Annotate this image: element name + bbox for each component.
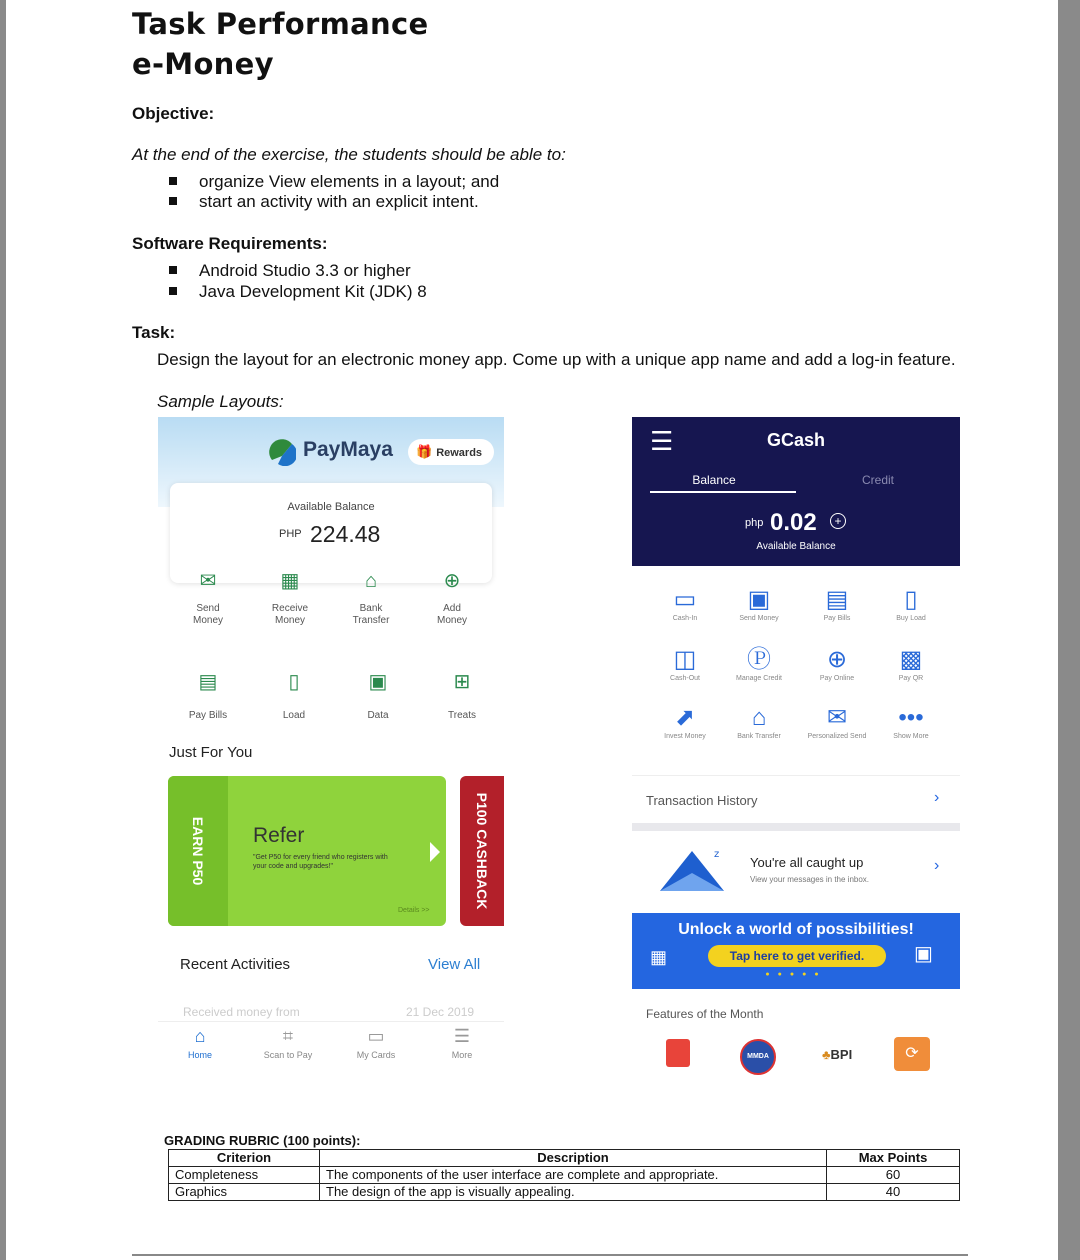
nav-scan-to-pay[interactable]: ⌗ Scan to Pay (258, 1026, 318, 1060)
caught-up-title: You're all caught up (750, 855, 864, 870)
recent-activity-date: 21 Dec 2019 (406, 1005, 475, 1019)
send-money-icon: ▣ (747, 586, 771, 613)
gcash-balance-label: Available Balance (756, 541, 836, 552)
invest-money-action[interactable]: ⬈ Invest Money (650, 703, 720, 740)
paymaya-balance-card (170, 483, 492, 583)
gcash-sample (632, 417, 960, 1080)
balance-amount: 224.48 (310, 521, 381, 547)
add-balance-icon[interactable]: + (830, 513, 846, 529)
bank-illustration-icon: ▦ (650, 947, 668, 967)
feature-orange-icon[interactable]: ⟳ (894, 1037, 930, 1071)
scan-icon: ⌗ (282, 1026, 294, 1046)
promo-details-link[interactable]: Details >> (398, 907, 430, 914)
doc-title-line1: Task Performance (132, 7, 429, 41)
qr-icon: ▩ (899, 646, 923, 673)
task-text: Design the layout for an electronic money app. Come up with a unique app name and add a log-in feature. (157, 350, 956, 369)
personalized-send-action[interactable]: ✉ Personalized Send (802, 703, 872, 740)
objective-item: organize View elements in a layout; and (169, 172, 499, 192)
cash-out-icon: ◫ (673, 646, 697, 673)
globe-icon: ⊕ (826, 646, 848, 673)
data-icon: ▣ (368, 671, 388, 693)
promo-description: "Get P50 for every friend who registers with your code and upgrades!" (253, 854, 388, 870)
bank-transfer-action[interactable]: ⌂ Bank Transfer (724, 703, 794, 740)
bills-icon: ▤ (198, 671, 218, 693)
recent-activity-text: Received money from (183, 1005, 300, 1019)
chevron-right-icon[interactable] (430, 842, 440, 862)
hamburger-icon[interactable]: ☰ (650, 426, 674, 456)
receive-money-icon: ▦ (280, 570, 300, 592)
phone-icon: ▯ (904, 586, 918, 613)
criterion-header: Criterion (169, 1150, 320, 1167)
paymaya-sample (158, 417, 504, 1080)
load-action[interactable]: ▯ Load (266, 670, 322, 722)
cashback-promo-card[interactable] (460, 776, 504, 926)
software-heading: Software Requirements: (132, 234, 328, 253)
gcash-title: GCash (766, 430, 826, 450)
banner-title: Unlock a world of possibilities! (678, 921, 914, 938)
chevron-right-icon: › (934, 857, 940, 874)
features-heading: Features of the Month (646, 1007, 764, 1021)
recent-activities-heading: Recent Activities (180, 956, 291, 973)
envelope-illustration-icon (656, 839, 728, 901)
caught-up-subtitle: View your messages in the inbox. (750, 875, 870, 884)
software-item: Android Studio 3.3 or higher (169, 261, 411, 281)
points-cell: 60 (827, 1167, 960, 1184)
tab-indicator (650, 491, 796, 493)
bpi-icon: ♣ (822, 1047, 831, 1062)
description-header: Description (320, 1150, 827, 1167)
sample-heading: Sample Layouts: (157, 392, 284, 411)
points-cell: 40 (827, 1184, 960, 1201)
rubric-table (168, 1149, 960, 1201)
max-points-header: Max Points (827, 1150, 960, 1167)
verify-button[interactable]: Tap here to get verified. (708, 945, 886, 967)
home-icon: ⌂ (194, 1026, 206, 1046)
recent-activity-row[interactable] (158, 991, 504, 1022)
manage-credit-action[interactable]: Ⓟ Manage Credit (724, 645, 794, 682)
add-money-icon: ⊕ (443, 570, 461, 592)
earn-label: EARN P50 (190, 816, 206, 886)
treats-icon: ⊞ (453, 671, 471, 693)
software-item: Java Development Kit (JDK) 8 (169, 282, 427, 302)
tab-balance[interactable]: Balance (692, 473, 736, 487)
add-money-action[interactable]: ⊕ Add Money (424, 569, 480, 627)
bills-icon: ▤ (825, 586, 849, 613)
pay-qr-action[interactable]: ▩ Pay QR (876, 645, 946, 682)
envelope-icon: ✉ (826, 704, 848, 731)
svg-text:z: z (714, 849, 720, 860)
carousel-dots: ●●●●● (765, 971, 827, 978)
pay-bills-action[interactable]: ▤ Pay Bills (802, 585, 872, 622)
criterion-cell: Graphics (169, 1184, 320, 1201)
verify-banner[interactable] (632, 913, 960, 989)
refer-promo-card[interactable] (168, 776, 446, 926)
buy-load-action[interactable]: ▯ Buy Load (876, 585, 946, 622)
gcash-balance: 0.02 (770, 509, 817, 536)
just-for-you-heading: Just For You (169, 744, 253, 761)
gift-icon: 🎁 (416, 444, 433, 459)
data-action[interactable]: ▣ Data (350, 670, 406, 722)
nav-more[interactable]: ☰ More (442, 1026, 482, 1060)
bank-transfer-action[interactable]: ⌂ Bank Transfer (343, 569, 399, 627)
bank-icon: ⌂ (364, 570, 378, 592)
balance-label: Available Balance (287, 501, 375, 513)
feature-mmda-logo[interactable]: MMDA (740, 1039, 776, 1075)
tab-credit[interactable]: Credit (861, 473, 894, 487)
objective-intro: At the end of the exercise, the students should be able to: (132, 145, 566, 164)
balance-currency: PHP (279, 528, 302, 540)
doc-title-line2: e-Money (132, 47, 274, 81)
description-cell: The components of the user interface are complete and appropriate. (320, 1167, 827, 1184)
feature-red-icon[interactable] (666, 1039, 690, 1067)
cashback-label: P100 CASHBACK (474, 792, 490, 910)
rubric-heading: GRADING RUBRIC (100 points): (164, 1133, 361, 1148)
menu-icon: ☰ (453, 1026, 471, 1046)
pay-bills-action[interactable]: ▤ Pay Bills (180, 670, 236, 722)
description-cell: The design of the app is visually appealing. (320, 1184, 827, 1201)
objective-heading: Objective: (132, 104, 215, 123)
nav-my-cards[interactable]: ▭ My Cards (348, 1026, 404, 1060)
feature-bpi-logo[interactable]: ♣BPI (822, 1047, 853, 1062)
inbox-row[interactable] (632, 831, 960, 913)
nav-home[interactable]: ⌂ Home (180, 1026, 220, 1060)
gcash-header (632, 417, 960, 566)
send-money-action[interactable]: ✉ Send Money (180, 569, 236, 627)
cash-out-action[interactable]: ◫ Cash-Out (650, 645, 720, 682)
task-heading: Task: (132, 323, 176, 342)
pay-online-action[interactable]: ⊕ Pay Online (802, 645, 872, 682)
paymaya-logo-icon (268, 438, 296, 466)
footer-rule (132, 1254, 968, 1256)
wallet-icon: ▭ (673, 586, 697, 613)
document-page (6, 0, 1058, 1260)
gcash-currency: php (745, 517, 764, 529)
bank-icon: ⌂ (751, 704, 767, 731)
objective-item: start an activity with an explicit intent. (169, 192, 479, 212)
id-card-illustration-icon: ▣ (914, 943, 933, 965)
table-row (169, 1167, 960, 1184)
table-row (169, 1184, 960, 1201)
transaction-history-label: Transaction History (646, 793, 758, 808)
promo-title: Refer (253, 824, 305, 847)
credit-icon: Ⓟ (747, 646, 771, 673)
paymaya-brand: PayMaya (303, 438, 393, 461)
transaction-history-row[interactable] (632, 775, 960, 824)
view-all-link[interactable]: View All (428, 956, 481, 973)
cards-icon: ▭ (367, 1026, 385, 1046)
table-header-row (169, 1150, 960, 1167)
receive-money-action[interactable]: ▦ Receive Money (262, 569, 318, 627)
cash-in-action[interactable]: ▭ Cash-In (650, 585, 720, 622)
rewards-button[interactable]: 🎁 Rewards (408, 439, 494, 465)
treats-action[interactable]: ⊞ Treats (434, 670, 490, 722)
send-money-action[interactable]: ▣ Send Money (724, 585, 794, 622)
chevron-right-icon: › (934, 789, 940, 806)
chart-icon: ⬈ (674, 704, 696, 731)
send-money-icon: ✉ (199, 570, 217, 592)
criterion-cell: Completeness (169, 1167, 320, 1184)
more-icon: ••• (898, 704, 924, 731)
phone-icon: ▯ (288, 671, 300, 693)
show-more-action[interactable]: ••• Show More (876, 703, 946, 740)
divider (632, 823, 960, 831)
